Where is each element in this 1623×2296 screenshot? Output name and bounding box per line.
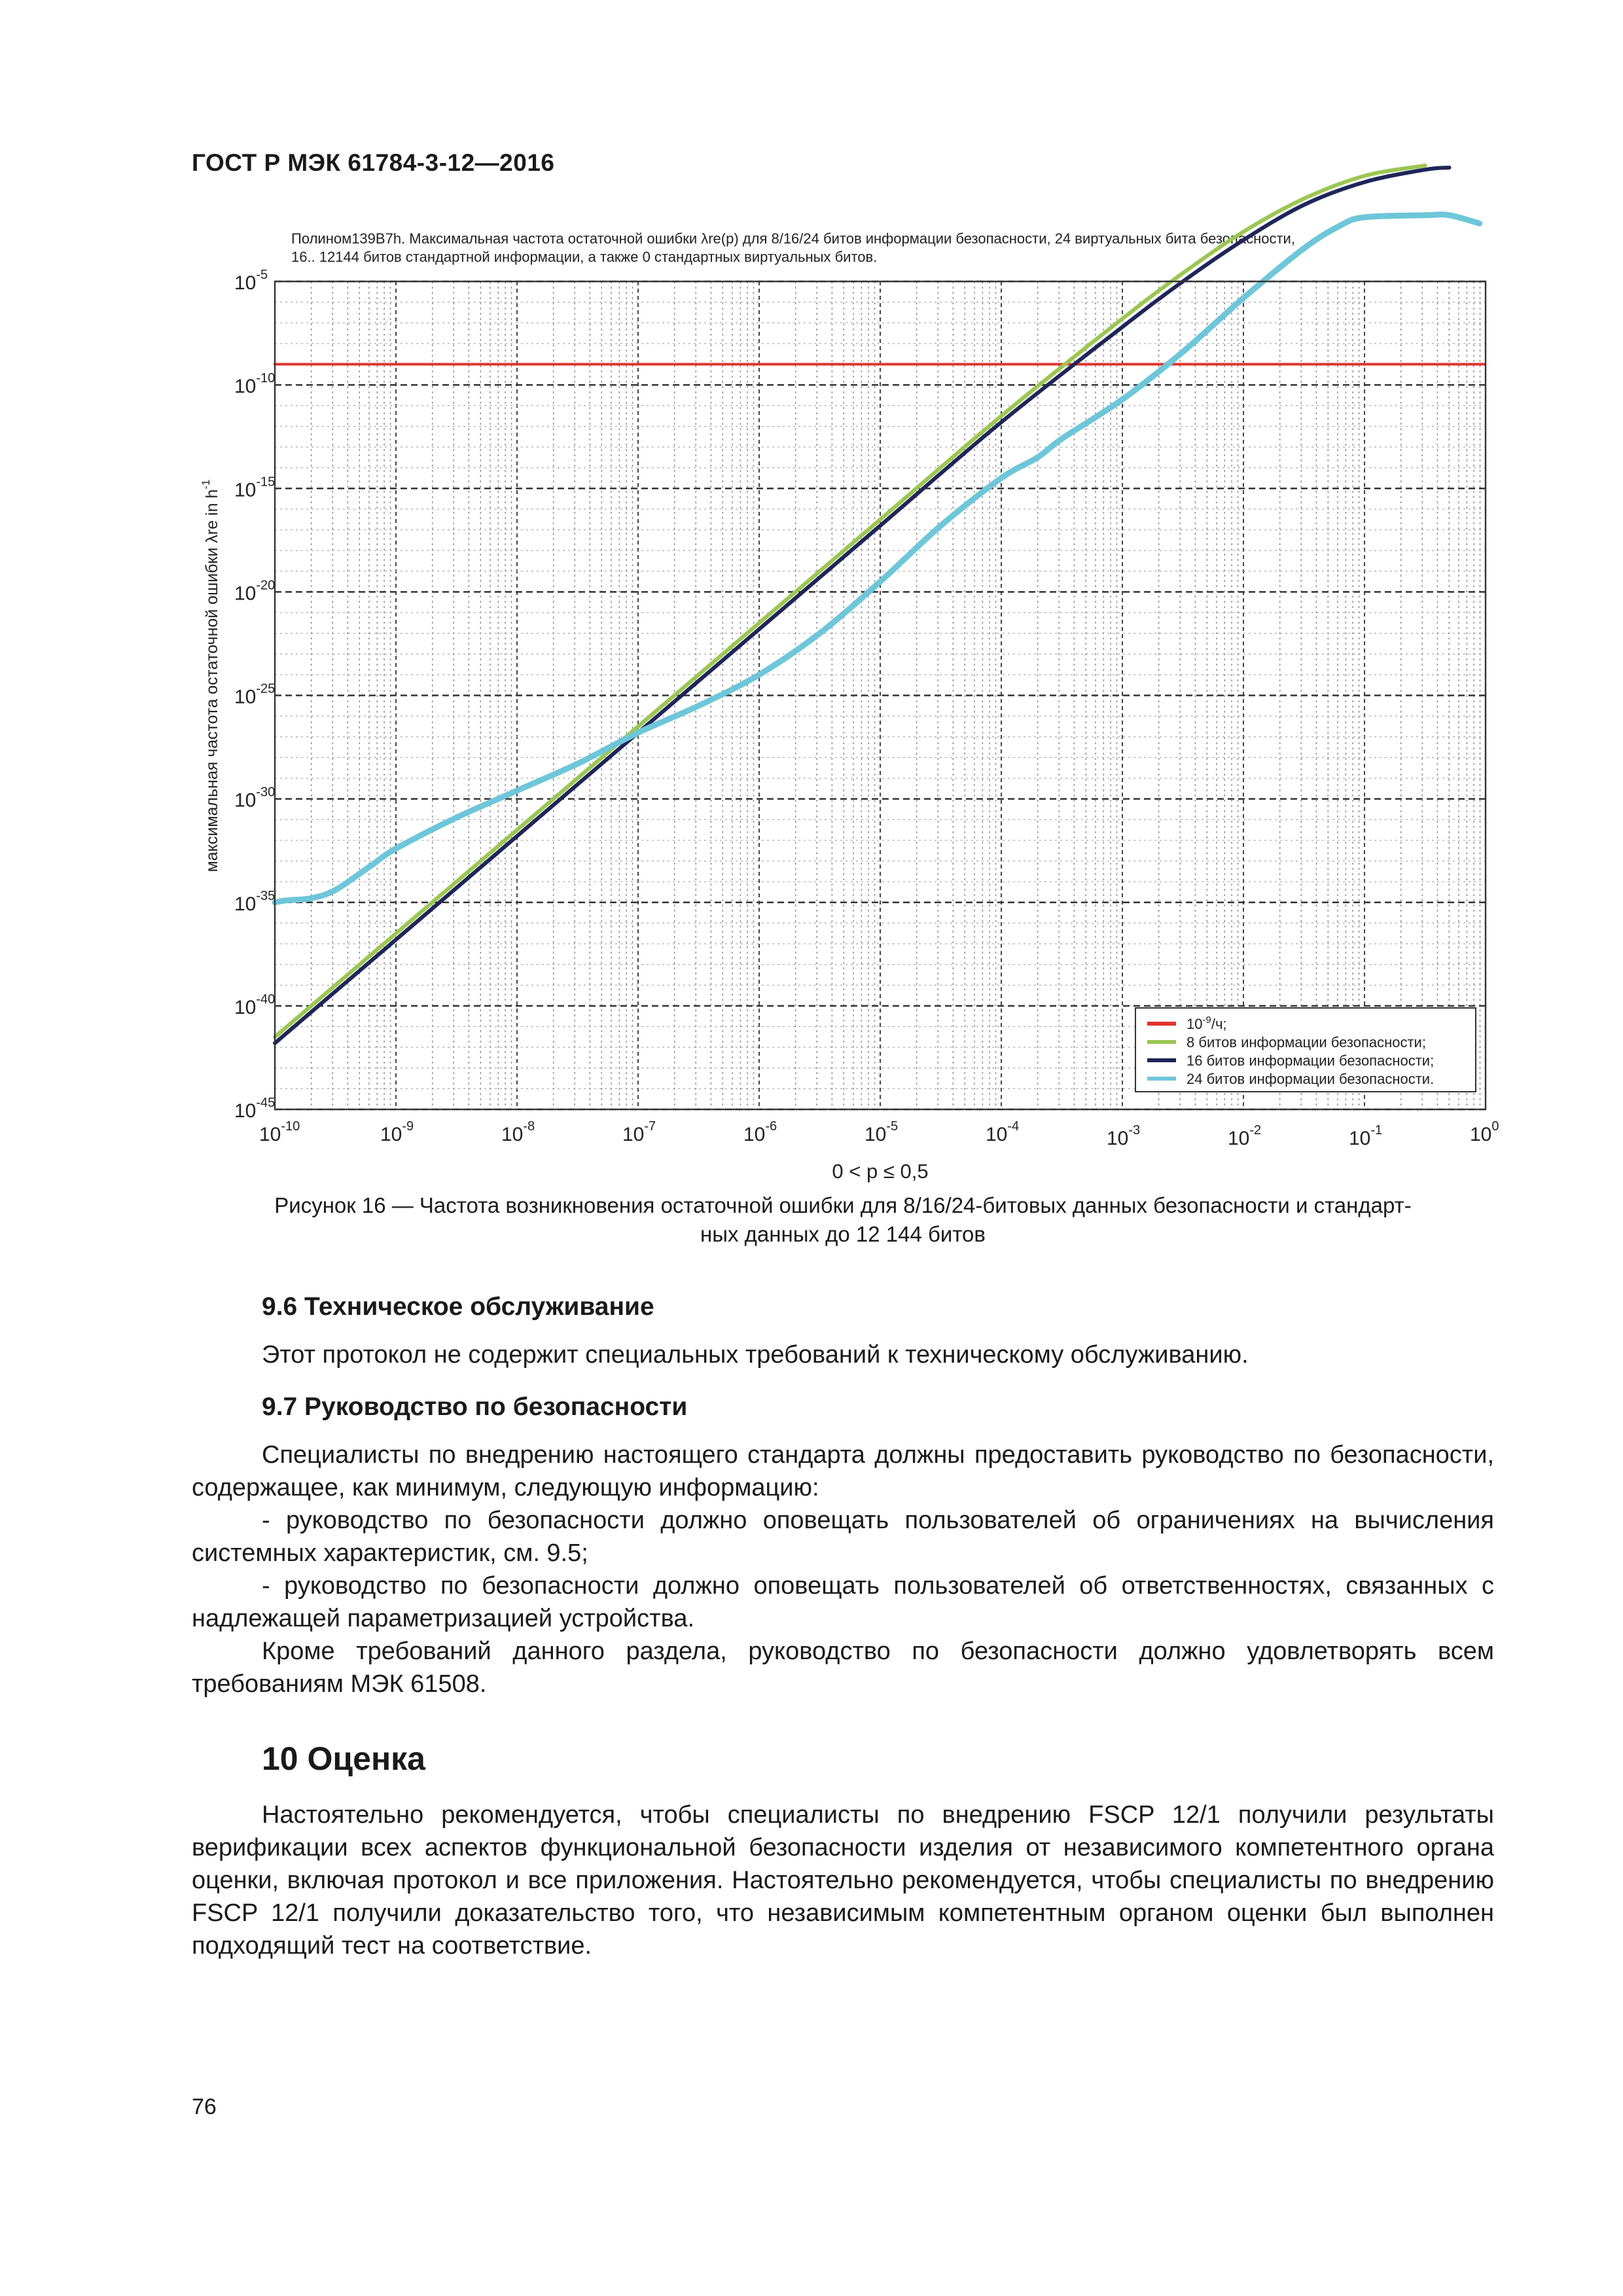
document-header: ГОСТ Р МЭК 61784-3-12—2016 — [192, 149, 555, 176]
legend-label-2: 8 битов информации безопасности; — [1186, 1034, 1426, 1050]
x-tick-label: $10^{-3}$ — [1107, 1123, 1141, 1149]
x-tick-label: $10^0$ — [1470, 1119, 1499, 1145]
chart-title-line-2: 16.. 12144 битов стандартной информации, а также 0 стандартных виртуальных битов. — [291, 249, 878, 265]
section-9-7-paragraph-2: - руководство по безопасности должно оповещать пользователей об ограничениях на вычисления системных характеристик, см. 9.5; — [192, 1507, 1494, 1567]
section-10-paragraph: Настоятельно рекомендуется, чтобы специалисты по внедрению FSCP 12/1 получили результаты верификации всех аспектов функциональной безопасности изделия от независимого компетентного органа оценки, включая протокол и все приложения. Настоятельно рекомендуется, чтобы специалисты по внедрению FSCP 12/1 получили доказательство того, что независимым компетентным органом оценки был выполнен подходящий тест на соответствие. — [192, 1801, 1494, 1960]
section-9-7-body — [192, 1439, 1494, 1700]
chart-legend — [1135, 1008, 1476, 1092]
figure-caption — [192, 1191, 1494, 1249]
x-tick-label: $10^{-1}$ — [1349, 1123, 1383, 1149]
y-tick-label: $10^{-20}$ — [234, 578, 276, 605]
y-tick-label: $10^{-5}$ — [234, 268, 268, 294]
x-tick-label: $10^{-4}$ — [986, 1119, 1020, 1145]
x-tick-label: $10^{-6}$ — [743, 1119, 777, 1145]
y-tick-label: $10^{-25}$ — [234, 681, 276, 708]
x-tick-label: $10^{-2}$ — [1228, 1123, 1262, 1149]
legend-label-1: $10^{-9}/ч$; — [1186, 1014, 1227, 1032]
x-tick-label: $10^{-8}$ — [501, 1119, 535, 1145]
figure-caption-line-1: Рисунок 16 — Частота возникновения остаточной ошибки для 8/16/24-битовых данных безопасности и стандарт- — [274, 1193, 1412, 1217]
chart-grid — [275, 281, 1486, 1109]
chart-title-line-1: Полином139B7h. Максимальная частота остаточной ошибки λre(p) для 8/16/24 битов информации безопасности, 24 виртуальных бита безопасности, — [291, 230, 1295, 247]
y-tick-label: $10^{-40}$ — [234, 992, 276, 1018]
x-axis-label: 0 < p ≤ 0,5 — [832, 1160, 929, 1183]
section-9-7-paragraph-4: Кроме требований данного раздела, руководство по безопасности должно удовлетворять всем требованиям МЭК 61508. — [192, 1638, 1494, 1698]
x-tick-label: $10^{-7}$ — [622, 1119, 656, 1145]
y-tick-label: $10^{-30}$ — [234, 785, 276, 812]
x-tick-label: $10^{-5}$ — [865, 1119, 899, 1145]
legend-label-3: 16 битов информации безопасности; — [1186, 1052, 1435, 1069]
y-tick-label: $10^{-15}$ — [234, 475, 276, 501]
figure-caption-line-2: ных данных до 12 144 битов — [700, 1222, 986, 1246]
legend-label-4: 24 битов информации безопасности. — [1186, 1071, 1435, 1087]
section-9-6-heading: 9.6 Техническое обслуживание — [262, 1293, 654, 1321]
y-axis-label: максимальная частота остаточной ошибки λre in $h^{-1}$ — [200, 479, 221, 872]
section-9-6-paragraph: Этот протокол не содержит специальных требований к техническому обслуживанию. — [262, 1341, 1249, 1369]
x-tick-label: $10^{-10}$ — [259, 1119, 300, 1145]
y-tick-label: $10^{-35}$ — [234, 888, 276, 915]
section-9-7-heading: 9.7 Руководство по безопасности — [262, 1393, 688, 1421]
y-tick-label: $10^{-45}$ — [234, 1096, 276, 1122]
section-9-7-paragraph-3: - руководство по безопасности должно оповещать пользователей об ответственностях, связанных с надлежащей параметризацией устройства. — [192, 1572, 1494, 1632]
page-number: 76 — [192, 2094, 217, 2119]
y-tick-label: $10^{-10}$ — [234, 371, 276, 398]
section-9-7-paragraph-1: Специалисты по внедрению настоящего стандарта должны предоставить руководство по безопасности, содержащее, как минимум, следующую информацию: — [192, 1441, 1494, 1501]
x-tick-label: $10^{-9}$ — [380, 1119, 414, 1145]
section-10-heading: 10 Оценка — [262, 1740, 425, 1777]
